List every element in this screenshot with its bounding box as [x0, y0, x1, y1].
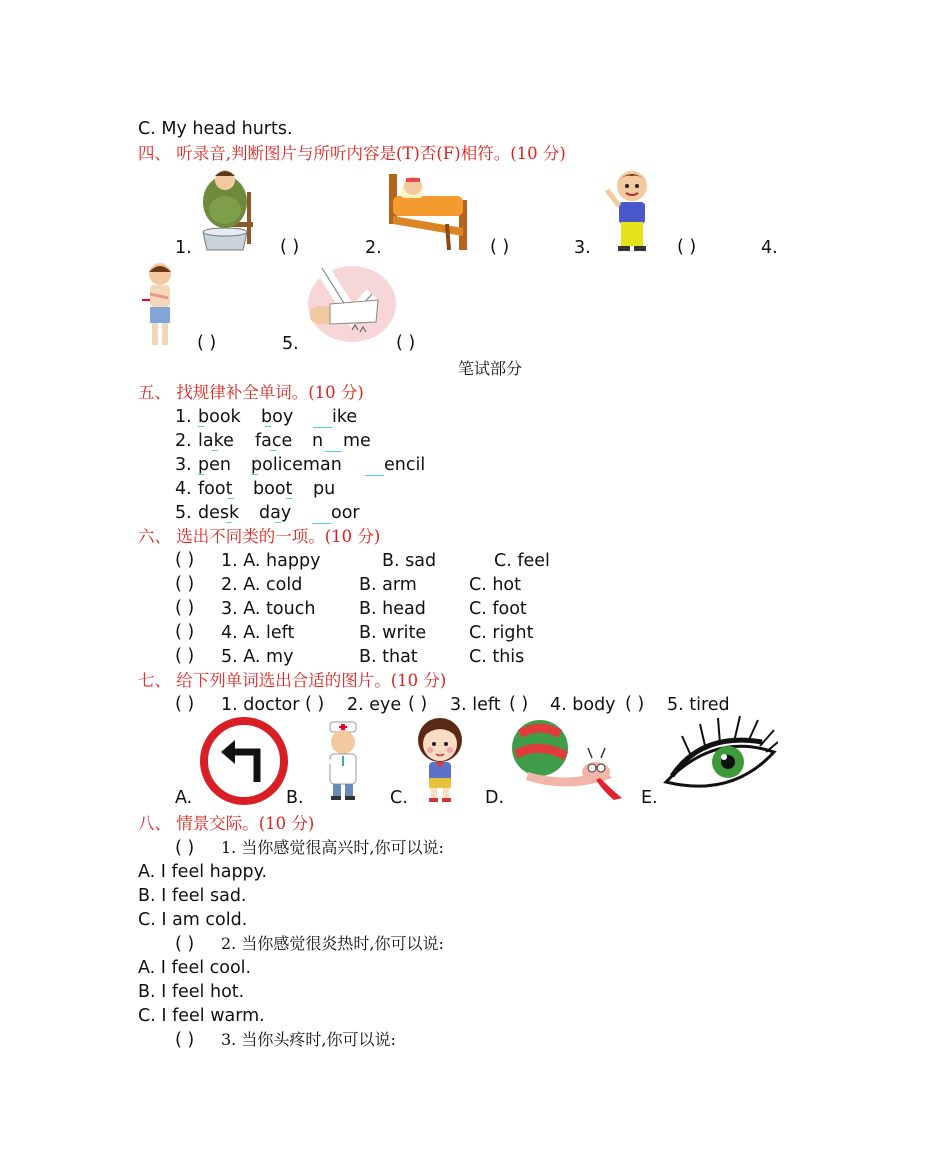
- s6-row-3-option-b: B. head: [359, 599, 426, 619]
- s7-word-5: 5. tired: [667, 695, 730, 715]
- s4-item-1-num: 1.: [175, 238, 192, 258]
- s6-row-2-option-c: C. hot: [469, 575, 522, 595]
- s5-row-1-word-3: ike: [332, 407, 358, 427]
- s5-row-3-word-2: policeman: [251, 455, 342, 475]
- s6-row-2-option-b: B. arm: [359, 575, 417, 595]
- s5-row-5-word-2: day: [259, 503, 292, 523]
- s7-part-4-answer-blank[interactable]: ( ): [509, 694, 529, 714]
- s4-item-5-num: 5.: [282, 334, 299, 354]
- s4-item-2-num: 2.: [365, 238, 382, 258]
- s7-option-c-label: C.: [390, 788, 408, 808]
- s5-row-1-word-2: boy: [261, 407, 294, 427]
- eye-picture: [662, 712, 778, 804]
- s6-row-5-answer-blank[interactable]: ( ): [175, 646, 195, 666]
- s6-row-4-option-a: 4. A. left: [221, 623, 295, 643]
- s7-word-2: 2. eye: [347, 695, 402, 715]
- s7-part-2-answer-blank[interactable]: ( ): [305, 694, 325, 714]
- written-part-title: 笔试部分: [458, 359, 523, 378]
- s5-row-4-word-2: boot: [253, 479, 293, 499]
- s8-q1-answer-blank[interactable]: ( ): [175, 838, 195, 858]
- s7-part-3-answer-blank[interactable]: ( ): [408, 694, 428, 714]
- s4-item-3-answer-blank[interactable]: ( ): [677, 237, 697, 257]
- s8-q2-option-a: A. I feel cool.: [138, 958, 252, 978]
- s7-option-a-label: A.: [175, 788, 193, 808]
- s8-q2-answer-blank[interactable]: ( ): [175, 934, 195, 954]
- s8-q2-option-c: C. I feel warm.: [138, 1006, 265, 1026]
- s4-item-4-num: 4.: [761, 238, 778, 258]
- s7-option-e-label: E.: [641, 788, 658, 808]
- s6-row-3-option-c: C. foot: [469, 599, 527, 619]
- section8-title: 八、 情景交际。(10 分): [138, 814, 315, 833]
- s8-q3-answer-blank[interactable]: ( ): [175, 1030, 195, 1050]
- s4-item-3-num: 3.: [574, 238, 591, 258]
- s6-row-3-answer-blank[interactable]: ( ): [175, 598, 195, 618]
- stomachache-boy-picture: [140, 260, 180, 352]
- s6-row-1-option-a: 1. A. happy: [221, 551, 321, 571]
- s5-row-3-blank[interactable]: [365, 475, 384, 476]
- s5-row-3-num: 3.: [175, 455, 192, 475]
- s5-row-3-word-3: encil: [384, 455, 426, 475]
- section6-title: 六、 选出不同类的一项。(10 分): [138, 527, 381, 546]
- s8-q1-option-b: B. I feel sad.: [138, 886, 247, 906]
- s6-row-4-option-c: C. right: [469, 623, 534, 643]
- sick-boy-picture: [195, 166, 265, 254]
- section7-title: 七、 给下列单词选出合适的图片。(10 分): [138, 671, 447, 690]
- prev-answer-option-c: C. My head hurts.: [138, 119, 293, 139]
- s5-row-1-num: 1.: [175, 407, 192, 427]
- s5-row-1-blank[interactable]: [313, 427, 332, 428]
- s6-row-1-answer-blank[interactable]: ( ): [175, 550, 195, 570]
- tired-snail-picture: [508, 714, 626, 802]
- s5-row-5-word-1: desk: [198, 503, 240, 523]
- s5-row-4-num: 4.: [175, 479, 192, 499]
- s6-row-1-option-c: C. feel: [494, 551, 550, 571]
- s4-item-1-answer-blank[interactable]: ( ): [280, 237, 300, 257]
- s7-part-5-answer-blank[interactable]: ( ): [625, 694, 645, 714]
- s8-q2-text: 2. 当你感觉很炎热时,你可以说:: [221, 934, 444, 953]
- s7-part-1-answer-blank[interactable]: ( ): [175, 694, 195, 714]
- s8-q1-option-c: C. I am cold.: [138, 910, 248, 930]
- s8-q1-text: 1. 当你感觉很高兴时,你可以说:: [221, 838, 444, 857]
- s5-row-2-word-2: face: [255, 431, 293, 451]
- s6-row-4-answer-blank[interactable]: ( ): [175, 622, 195, 642]
- turn-left-sign-picture: [199, 716, 289, 806]
- s7-option-b-label: B.: [286, 788, 304, 808]
- s5-row-5-num: 5.: [175, 503, 192, 523]
- s8-q1-option-a: A. I feel happy.: [138, 862, 268, 882]
- s6-row-4-option-b: B. write: [359, 623, 427, 643]
- s6-row-2-option-a: 2. A. cold: [221, 575, 303, 595]
- s5-row-2-blank[interactable]: [325, 451, 342, 452]
- s7-word-1: 1. doctor: [221, 695, 300, 715]
- s7-word-4: 4. body: [550, 695, 616, 715]
- s5-row-2-num: 2.: [175, 431, 192, 451]
- s5-row-5-word-3: oor: [331, 503, 360, 523]
- s4-item-5-answer-blank[interactable]: ( ): [396, 333, 416, 353]
- s8-q3-text: 3. 当你头疼时,你可以说:: [221, 1030, 396, 1049]
- s5-row-1-word-1: book: [198, 407, 241, 427]
- sick-in-bed-picture: [387, 166, 473, 252]
- s6-row-5-option-a: 5. A. my: [221, 647, 294, 667]
- s4-item-4-answer-blank[interactable]: ( ): [197, 333, 217, 353]
- s6-row-2-answer-blank[interactable]: ( ): [175, 574, 195, 594]
- s5-row-2-word-3b: me: [343, 431, 371, 451]
- s5-row-5-blank[interactable]: [312, 523, 331, 524]
- s6-row-3-option-a: 3. A. touch: [221, 599, 316, 619]
- s6-row-5-option-c: C. this: [469, 647, 525, 667]
- s6-row-5-option-b: B. that: [359, 647, 418, 667]
- s5-row-2-word-3a: n: [312, 431, 324, 451]
- s4-item-2-answer-blank[interactable]: ( ): [490, 237, 510, 257]
- s5-row-3-word-1: pen: [198, 455, 231, 475]
- s8-q2-option-b: B. I feel hot.: [138, 982, 245, 1002]
- s5-row-4-word-3: pu: [313, 479, 336, 499]
- girl-picture: [412, 716, 468, 804]
- arm-sling-picture: [300, 260, 396, 344]
- waving-boy-picture: [604, 166, 658, 254]
- s7-word-3: 3. left: [450, 695, 501, 715]
- section4-title: 四、 听录音,判断图片与所听内容是(T)否(F)相符。(10 分): [138, 144, 566, 163]
- s5-row-2-word-1: lake: [198, 431, 234, 451]
- doctor-picture: [316, 718, 372, 802]
- s5-row-4-word-1: foot: [198, 479, 233, 499]
- s6-row-1-option-b: B. sad: [382, 551, 437, 571]
- s7-option-d-label: D.: [485, 788, 505, 808]
- section5-title: 五、 找规律补全单词。(10 分): [138, 383, 364, 402]
